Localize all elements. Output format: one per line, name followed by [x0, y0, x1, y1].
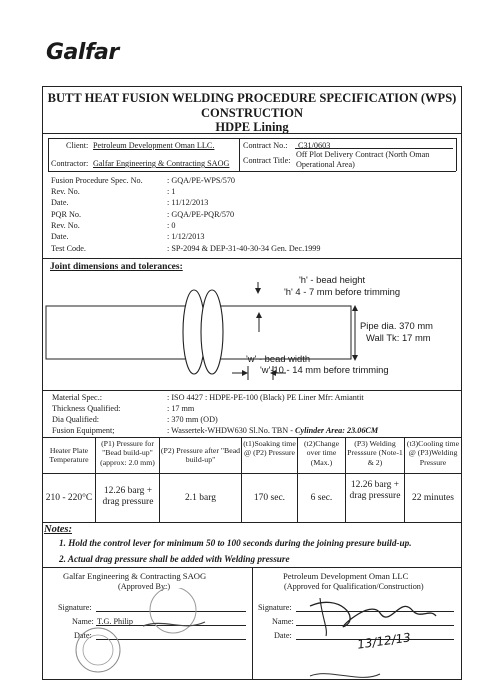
- table-cell: 12.26 barg + drag pressure: [349, 480, 401, 502]
- right-org: Petroleum Development Oman LLC: [283, 571, 409, 581]
- left-name-label: Name:: [72, 617, 94, 626]
- contract-no-label: Contract No.:: [243, 141, 288, 150]
- left-date-label: Date:: [74, 631, 92, 640]
- contract-no-value: C31/0603: [298, 141, 331, 150]
- table-header: (P1) Pressure for "Bead build-up" (approx: 2.0 mm): [100, 439, 155, 467]
- spec-label: Date.: [51, 198, 69, 207]
- material-value: : ISO 4427 : HDPE-PE-100 (Black) PE Liner Mfr: Amiantit: [167, 393, 364, 402]
- document-title: BUTT HEAT FUSION WELDING PROCEDURE SPECIFICATION (WPS): [47, 91, 457, 105]
- document-lining: HDPE Lining: [215, 120, 289, 134]
- divider: [456, 138, 457, 171]
- contractor-value: Galfar Engineering & Contracting SAOG: [93, 159, 230, 168]
- weld-bead-right: [201, 290, 223, 374]
- note-item: 2. Actual drag pressure shall be added with Welding pressure: [59, 554, 290, 564]
- joint-heading: Joint dimensions and tolerances:: [50, 262, 183, 272]
- spec-value: : 1: [167, 187, 176, 196]
- height-arrowhead: [256, 312, 262, 318]
- table-header: (t2)Change over time (Max.): [303, 439, 340, 467]
- notes-heading: Notes:: [44, 524, 72, 535]
- divider: [42, 258, 462, 259]
- company-logo: Galfar: [46, 40, 119, 65]
- material-label: Thickness Qualified:: [52, 404, 121, 413]
- spec-label: Rev. No.: [51, 221, 80, 230]
- contract-title-line1: Off Plot Delivery Contract (North Oman: [296, 150, 430, 159]
- material-label: Dia Qualified:: [52, 415, 100, 424]
- pipe-dia: Pipe dia. 370 mm: [360, 320, 433, 331]
- dia-arrowhead-bottom: [352, 355, 358, 361]
- material-value: : 17 mm: [167, 404, 195, 413]
- client-label: Client:: [66, 141, 89, 150]
- w-label: 'w' - bead width: [246, 353, 311, 364]
- table-cell: 6 sec.: [310, 493, 333, 503]
- w-arrowhead-left: [242, 370, 248, 376]
- table-header: (t1)Soaking time @ (P2) Pressure: [243, 439, 296, 458]
- table-header: Heater Plate Temperature: [49, 446, 89, 465]
- left-name-value: T.G. Philip: [97, 617, 134, 626]
- document-subtitle: CONSTRUCTION: [200, 106, 304, 120]
- divider: [42, 133, 462, 134]
- dia-arrowhead-top: [352, 305, 358, 311]
- table-cell: 12.26 barg + drag pressure: [102, 486, 154, 508]
- stamp-circle-left: [76, 628, 120, 672]
- contract-title-label: Contract Title:: [243, 156, 291, 165]
- wall-thickness: Wall Tk: 17 mm: [366, 332, 431, 343]
- contract-title-line2: Operational Area): [296, 160, 355, 169]
- handwritten-date: 13/12/13: [356, 630, 412, 652]
- spec-label: Test Code.: [51, 244, 86, 253]
- company-stamp: [55, 588, 260, 683]
- table-border: [42, 522, 462, 523]
- spec-value: : 0: [167, 221, 176, 230]
- spec-value: : 1/12/2013: [167, 232, 205, 241]
- right-signature-label: Signature:: [258, 603, 292, 612]
- right-signature-stroke: [310, 602, 436, 626]
- h-range: 'h' 4 - 7 mm before trimming: [284, 286, 401, 297]
- material-value: : 370 mm (OD): [167, 415, 218, 424]
- divider: [295, 148, 453, 149]
- spec-label: PQR No.: [51, 210, 82, 219]
- initials-stroke: [310, 674, 380, 678]
- table-border: [42, 473, 462, 474]
- note-item: 1. Hold the control lever for minimum 50 to 100 seconds during the joining presure build-up.: [59, 538, 412, 548]
- signature-flourish: [320, 598, 326, 636]
- spec-value: : GQA/PE-WPS/570: [167, 176, 236, 185]
- divider: [42, 390, 462, 391]
- h-label: 'h' - bead height: [299, 274, 366, 285]
- divider: [239, 138, 240, 171]
- stamp-inner-circle: [83, 635, 113, 665]
- client-value: Petroleum Development Oman LLC.: [93, 141, 215, 150]
- table-cell: 2.1 barg: [185, 493, 216, 503]
- right-name-label: Name:: [272, 617, 294, 626]
- equipment-value: : Wassertek-WHDW630 Sl.No. TBN -: [167, 426, 295, 435]
- spec-value: : 11/12/2013: [167, 198, 209, 207]
- cylinder-area: Cylinder Area: 23.06CM: [294, 426, 379, 435]
- left-approval: (Approved By:): [118, 582, 171, 591]
- divider: [48, 138, 49, 171]
- material-value: [167, 426, 378, 435]
- spec-label: Fusion Procedure Spec. No.: [51, 176, 143, 185]
- w-range: 'w'-10 - 14 mm before trimming: [260, 364, 389, 375]
- material-label: Fusion Equipment;: [52, 426, 115, 435]
- table-header: (t3)Cooling time @ (P3)Welding Pressure: [406, 439, 460, 467]
- contractor-label: Contractor:: [51, 159, 89, 168]
- h-arrowhead: [255, 288, 261, 294]
- table-header: (P2) Pressure after "Bead build-up": [160, 446, 241, 465]
- divider: [48, 171, 456, 172]
- material-label: Material Spec.:: [52, 393, 103, 402]
- divider: [48, 138, 456, 139]
- table-border: [42, 437, 462, 438]
- spec-label: Rev. No.: [51, 187, 80, 196]
- table-header: (P3) Welding Presssure (Note-1 & 2): [347, 439, 403, 467]
- spec-value: : SP-2094 & DEP-31-40-30-34 Gen. Dec.1999: [167, 244, 321, 253]
- table-cell: 22 minutes: [412, 493, 454, 503]
- table-cell: 210 - 220°C: [45, 493, 93, 503]
- left-signature-stroke: [143, 622, 205, 626]
- table-cell: 170 sec.: [253, 493, 286, 503]
- right-date-label: Date:: [274, 631, 292, 640]
- left-org: Galfar Engineering & Contracting SAOG: [63, 571, 207, 581]
- spec-label: Date.: [51, 232, 69, 241]
- spec-value: : GQA/PE-PQR/570: [167, 210, 235, 219]
- right-approval: (Approved for Qualification/Construction): [284, 582, 424, 591]
- left-signature-label: Signature:: [58, 603, 92, 612]
